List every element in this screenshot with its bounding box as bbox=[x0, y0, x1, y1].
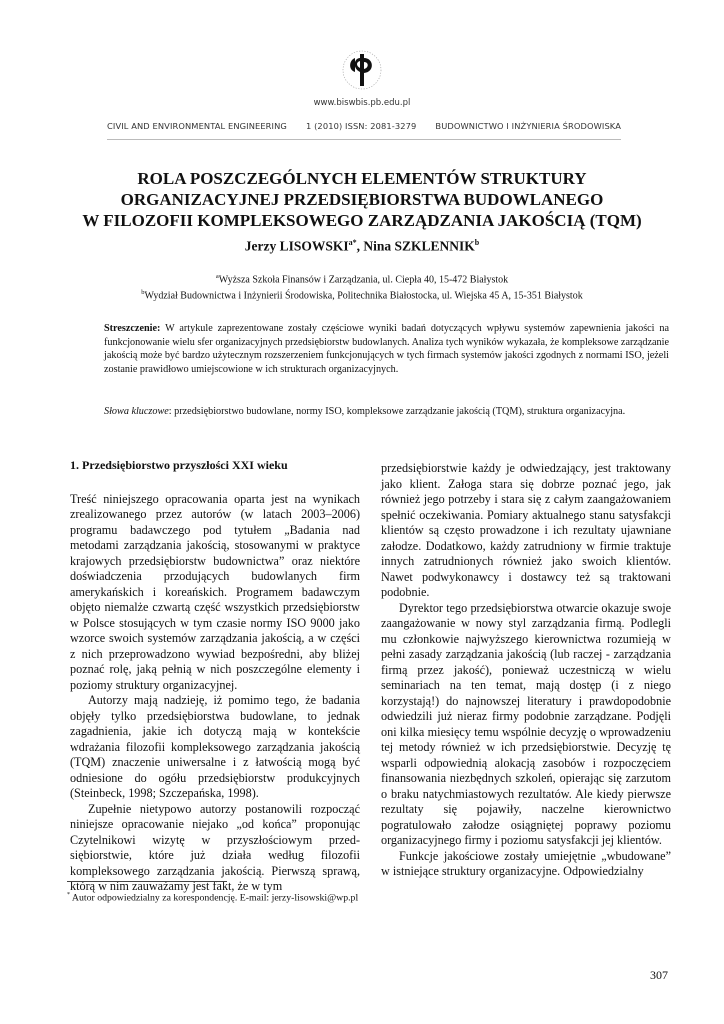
author-affiliation-mark: b bbox=[474, 238, 480, 247]
journal-name-pl: BUDOWNICTWO I INŻYNIERIA ŚRODOWISKA bbox=[435, 121, 621, 131]
paragraph: Zupełnie nietypowo autorzy postanowili rozpocząć niniejsze opracowanie niejako „od końca” proponując Czytelnikowi wizytę w przyszłościowym przed-siębiorstwie, które już działa według filozofii kompleksowego zarządzania jakością. Pierwszą sprawą, którą w nim zauważamy jest fakt, że w tym bbox=[70, 801, 360, 893]
affiliation-text: Wyższa Szkoła Finansów i Zarządzania, ul. Ciepła 40, 15-472 Białystok bbox=[218, 274, 509, 286]
paragraph: Treść niniejszego opracowania oparta jest na wynikach zrealizowanego przez autorów (w latach 2003–2006) programu badawczego pod tytułem „Badania nad metodami zarządzania jakością, stosowanymi w praktyce krajowych przedsiębiorstw budownictwa” oraz niektóre doświadczenia przodujących budowlanych firm amerykańskich i koreańskich. Programem badawczym objęto niemalże czwartą część wszystkich przedsiębiorstw w Polsce stosujących w tym czasie normy ISO 9000 jako wzorce swoich systemów zarządzania jakością, a w części z nich przeprowadzono wywiad bezpośredni, aby bliżej poznać rolę, jaką pełnią w nich poszczególne elementy i poziomy struktury organizacyjnej. bbox=[70, 491, 360, 692]
title-line: ORGANIZACYJNEJ PRZEDSIĘBIORSTWA BUDOWLANEGO bbox=[120, 190, 604, 209]
author-name: Nina SZKLENNIK bbox=[363, 238, 475, 254]
right-column bbox=[381, 461, 671, 880]
keywords-text: : przedsiębiorstwo budowlane, normy ISO, kompleksowe zarządzanie jakością (TQM), struktura organizacyjna. bbox=[168, 406, 626, 417]
paragraph: Funkcje jakościowe zostały umiejętnie „wbudowane” w istniejące struktury organizacyjne. Odpowiedzialny bbox=[381, 848, 671, 878]
title-line: ROLA POSZCZEGÓLNYCH ELEMENTÓW STRUKTURY bbox=[137, 169, 587, 188]
affiliation-text: Wydział Budownictwa i Inżynierii Środowiska, Politechnika Białostocka, ul. Wiejska 45 A, 15-351 Białystok bbox=[144, 290, 583, 302]
paper-title bbox=[60, 168, 664, 231]
keywords-label: Słowa kluczowe bbox=[104, 406, 169, 417]
journal-issue: 1 (2010) ISSN: 2081-3279 bbox=[305, 121, 417, 131]
paragraph: przedsiębiorstwie każdy je odwiedzający, jest traktowany jako klient. Załoga stara się dobrze poznać jego, jak również jego potrzeby i stara się z całym zaangażowaniem spełnić oczekiwania. Pomiary aktualnego stanu satysfakcji klientów są często prowadzone i ich rezultaty ujawniane załodze. Dodatkowo, każdy zatrudniony w firmie traktuje innych zatrudnionych również jako swoich klientów. Nawet podwykonawcy i dostawcy też są traktowani podobnie. bbox=[381, 461, 671, 599]
affiliations bbox=[0, 270, 724, 303]
page-number: 307 bbox=[650, 968, 668, 982]
journal-name-en: CIVIL AND ENVIRONMENTAL ENGINEERING bbox=[107, 121, 287, 131]
footnote-mark: * bbox=[67, 892, 70, 898]
abstract bbox=[104, 322, 669, 376]
authors bbox=[0, 238, 724, 255]
abstract-text: W artykule zaprezentowane zostały częściowe wyniki badań dotyczących wpływu systemów zapewnienia jakości na funkcjonowanie wielu sfer organizacyjnych przedsiębiorstw budowlanych. Analiza tych wyników wykazała, że kompleksowe zarządzanie jakością może być bardzo użytecznym rozszerzeniem funkcjonujących w tych firmach systemów jakości zgodnych z normami ISO, jeżeli zostanie prawidłowo umiejscowione w ich strukturach organizacyjnych. bbox=[104, 323, 669, 375]
pb-university-logo-icon bbox=[338, 46, 386, 94]
section-heading: 1. Przedsiębiorstwo przyszłości XXI wieku bbox=[70, 458, 288, 472]
footnote-text: Autor odpowiedzialny za korespondencję. E-mail: jerzy-lisowski@wp.pl bbox=[70, 892, 359, 904]
abstract-label: Streszczenie: bbox=[104, 323, 161, 334]
author-separator: , bbox=[356, 238, 364, 254]
journal-header-bar bbox=[107, 121, 621, 140]
affiliation-mark: a bbox=[215, 273, 219, 280]
footnote-divider bbox=[67, 881, 227, 882]
paragraph: Dyrektor tego przedsiębiorstwa otwarcie okazuje swoje zaangażowanie w nowy styl zarządzania firmą. Podlegli mu członkowie najwyższego kierownictwa rozumieją w pełni zasady zarządzania jakością (lub raczej - zarządzania firmą przez jakość), ponieważ uczestniczą w wielu seminariach na ten temat, mają dostęp (i z niego korzystają!) do najnowszej literatury i prawdopodobnie odwiedzili już nieraz firmy podobnie zarządzane. Podjęli oni kilka miesięcy temu wspólnie decyzję o wprowadzeniu tej metody również w ich przedsiębiorstwie. Decyzję tę wsparli odpowiednią alokacją zasobów i rozpoczęciem finansowania niezbędnych szkoleń, opierając się zarzutom o braku natychmiastowych rezultatów. Ale kiedy pierwsze rezultaty się pojawiły, naczelne kierownictwo pogratulowało załodze osiągniętej poprawy poziomu organizacyjnego firmy i poziomu satysfakcji jej klientów. bbox=[381, 600, 671, 847]
paragraph: Autorzy mają nadzieję, iż pomimo tego, że badania objęły tylko przedsiębiorstwa budowlane, to jednak zagadnienia, jakie ich dotyczą mają w kontekście wdrażania filozofii kompleksowego zarządzania jakością (TQM) znaczenie uniwersalne i z łatwością mogą być odniesione do ogółu przedsiębiorstw produkcyjnych (Steinbeck, 1998; Szczepańska, 1998). bbox=[70, 693, 360, 800]
title-line: W FILOZOFII KOMPLEKSOWEGO ZARZĄDZANIA JAKOŚCIĄ (TQM) bbox=[82, 211, 642, 230]
affiliation-mark: b bbox=[141, 289, 145, 297]
footnote bbox=[67, 892, 358, 903]
author-name: Jerzy LISOWSKI bbox=[244, 238, 349, 254]
affiliation bbox=[0, 270, 724, 286]
keywords bbox=[104, 405, 669, 419]
journal-url[interactable]: www.biswbis.pb.edu.pl bbox=[313, 98, 411, 108]
author-affiliation-mark: a* bbox=[348, 238, 357, 247]
left-column bbox=[70, 458, 360, 895]
affiliation bbox=[0, 286, 724, 302]
